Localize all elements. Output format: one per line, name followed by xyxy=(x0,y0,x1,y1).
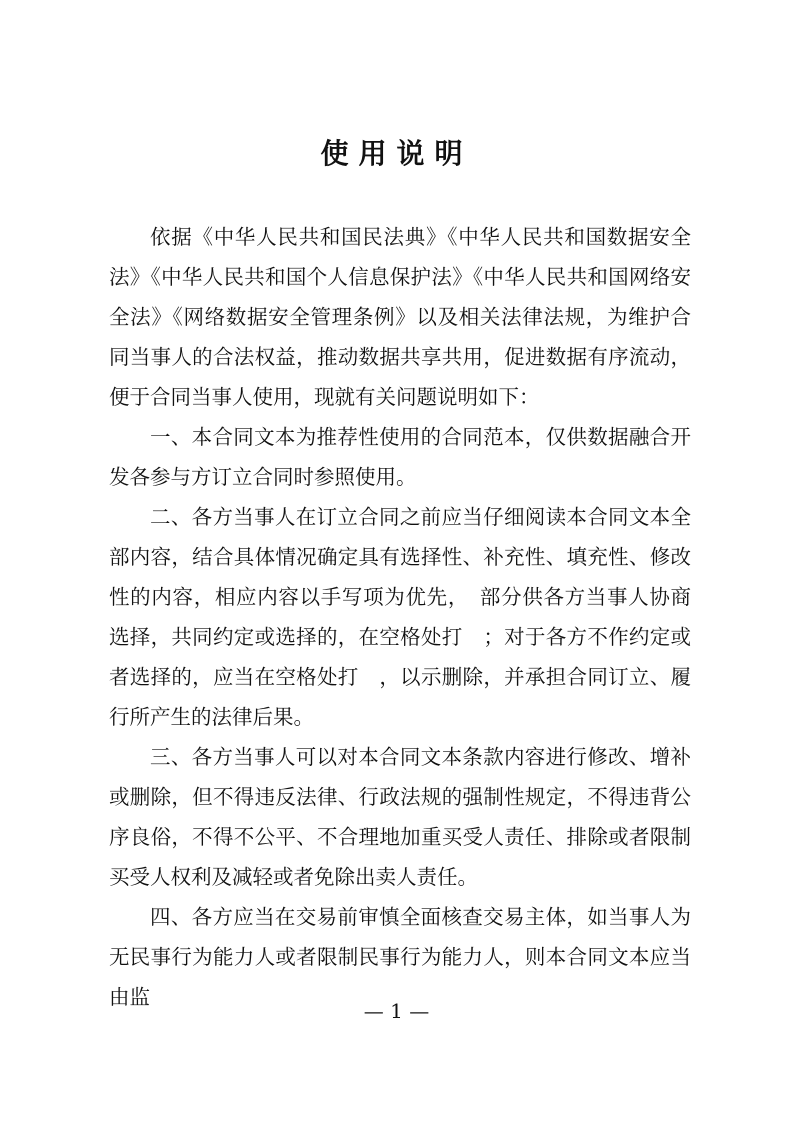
document-body xyxy=(109,217,691,1017)
page-number: — 1 — xyxy=(363,999,430,1023)
paragraph-item-2: 二、各方当事人在订立合同之前应当仔细阅读本合同文本全部内容，结合具体情况确定具有选择性、补充性、填充性、修改性的内容，相应内容以手写项为优先， 部分供各方当事人协商选择，共同约定或选择的，在空格处打 ；对于各方不作约定或者选择的，应当在空格处打 ，以示删除，并承担合同订立、履行所产生的法律后果。 xyxy=(109,505,691,729)
paragraph-item-4: 四、各方应当在交易前审慎全面核查交易主体，如当事人为无民事行为能力人或者限制民事行为能力人，则本合同文本应当由监 xyxy=(109,905,691,1009)
document-title: 使用说明 xyxy=(320,137,473,170)
paragraph-item-3: 三、各方当事人可以对本合同文本条款内容进行修改、增补或删除，但不得违反法律、行政法规的强制性规定，不得违背公序良俗，不得不公平、不合理地加重买受人责任、排除或者限制买受人权利及减轻或者免除出卖人责任。 xyxy=(109,745,691,889)
paragraph-item-1: 一、本合同文本为推荐性使用的合同范本，仅供数据融合开发各参与方订立合同时参照使用。 xyxy=(109,425,691,489)
paragraph-intro: 依据《中华人民共和国民法典》《中华人民共和国数据安全法》《中华人民共和国个人信息保护法》《中华人民共和国网络安全法》《网络数据安全管理条例》以及相关法律法规，为维护合同当事人的合法权益，推动数据共享共用，促进数据有序流动，便于合同当事人使用，现就有关问题说明如下： xyxy=(109,225,691,409)
